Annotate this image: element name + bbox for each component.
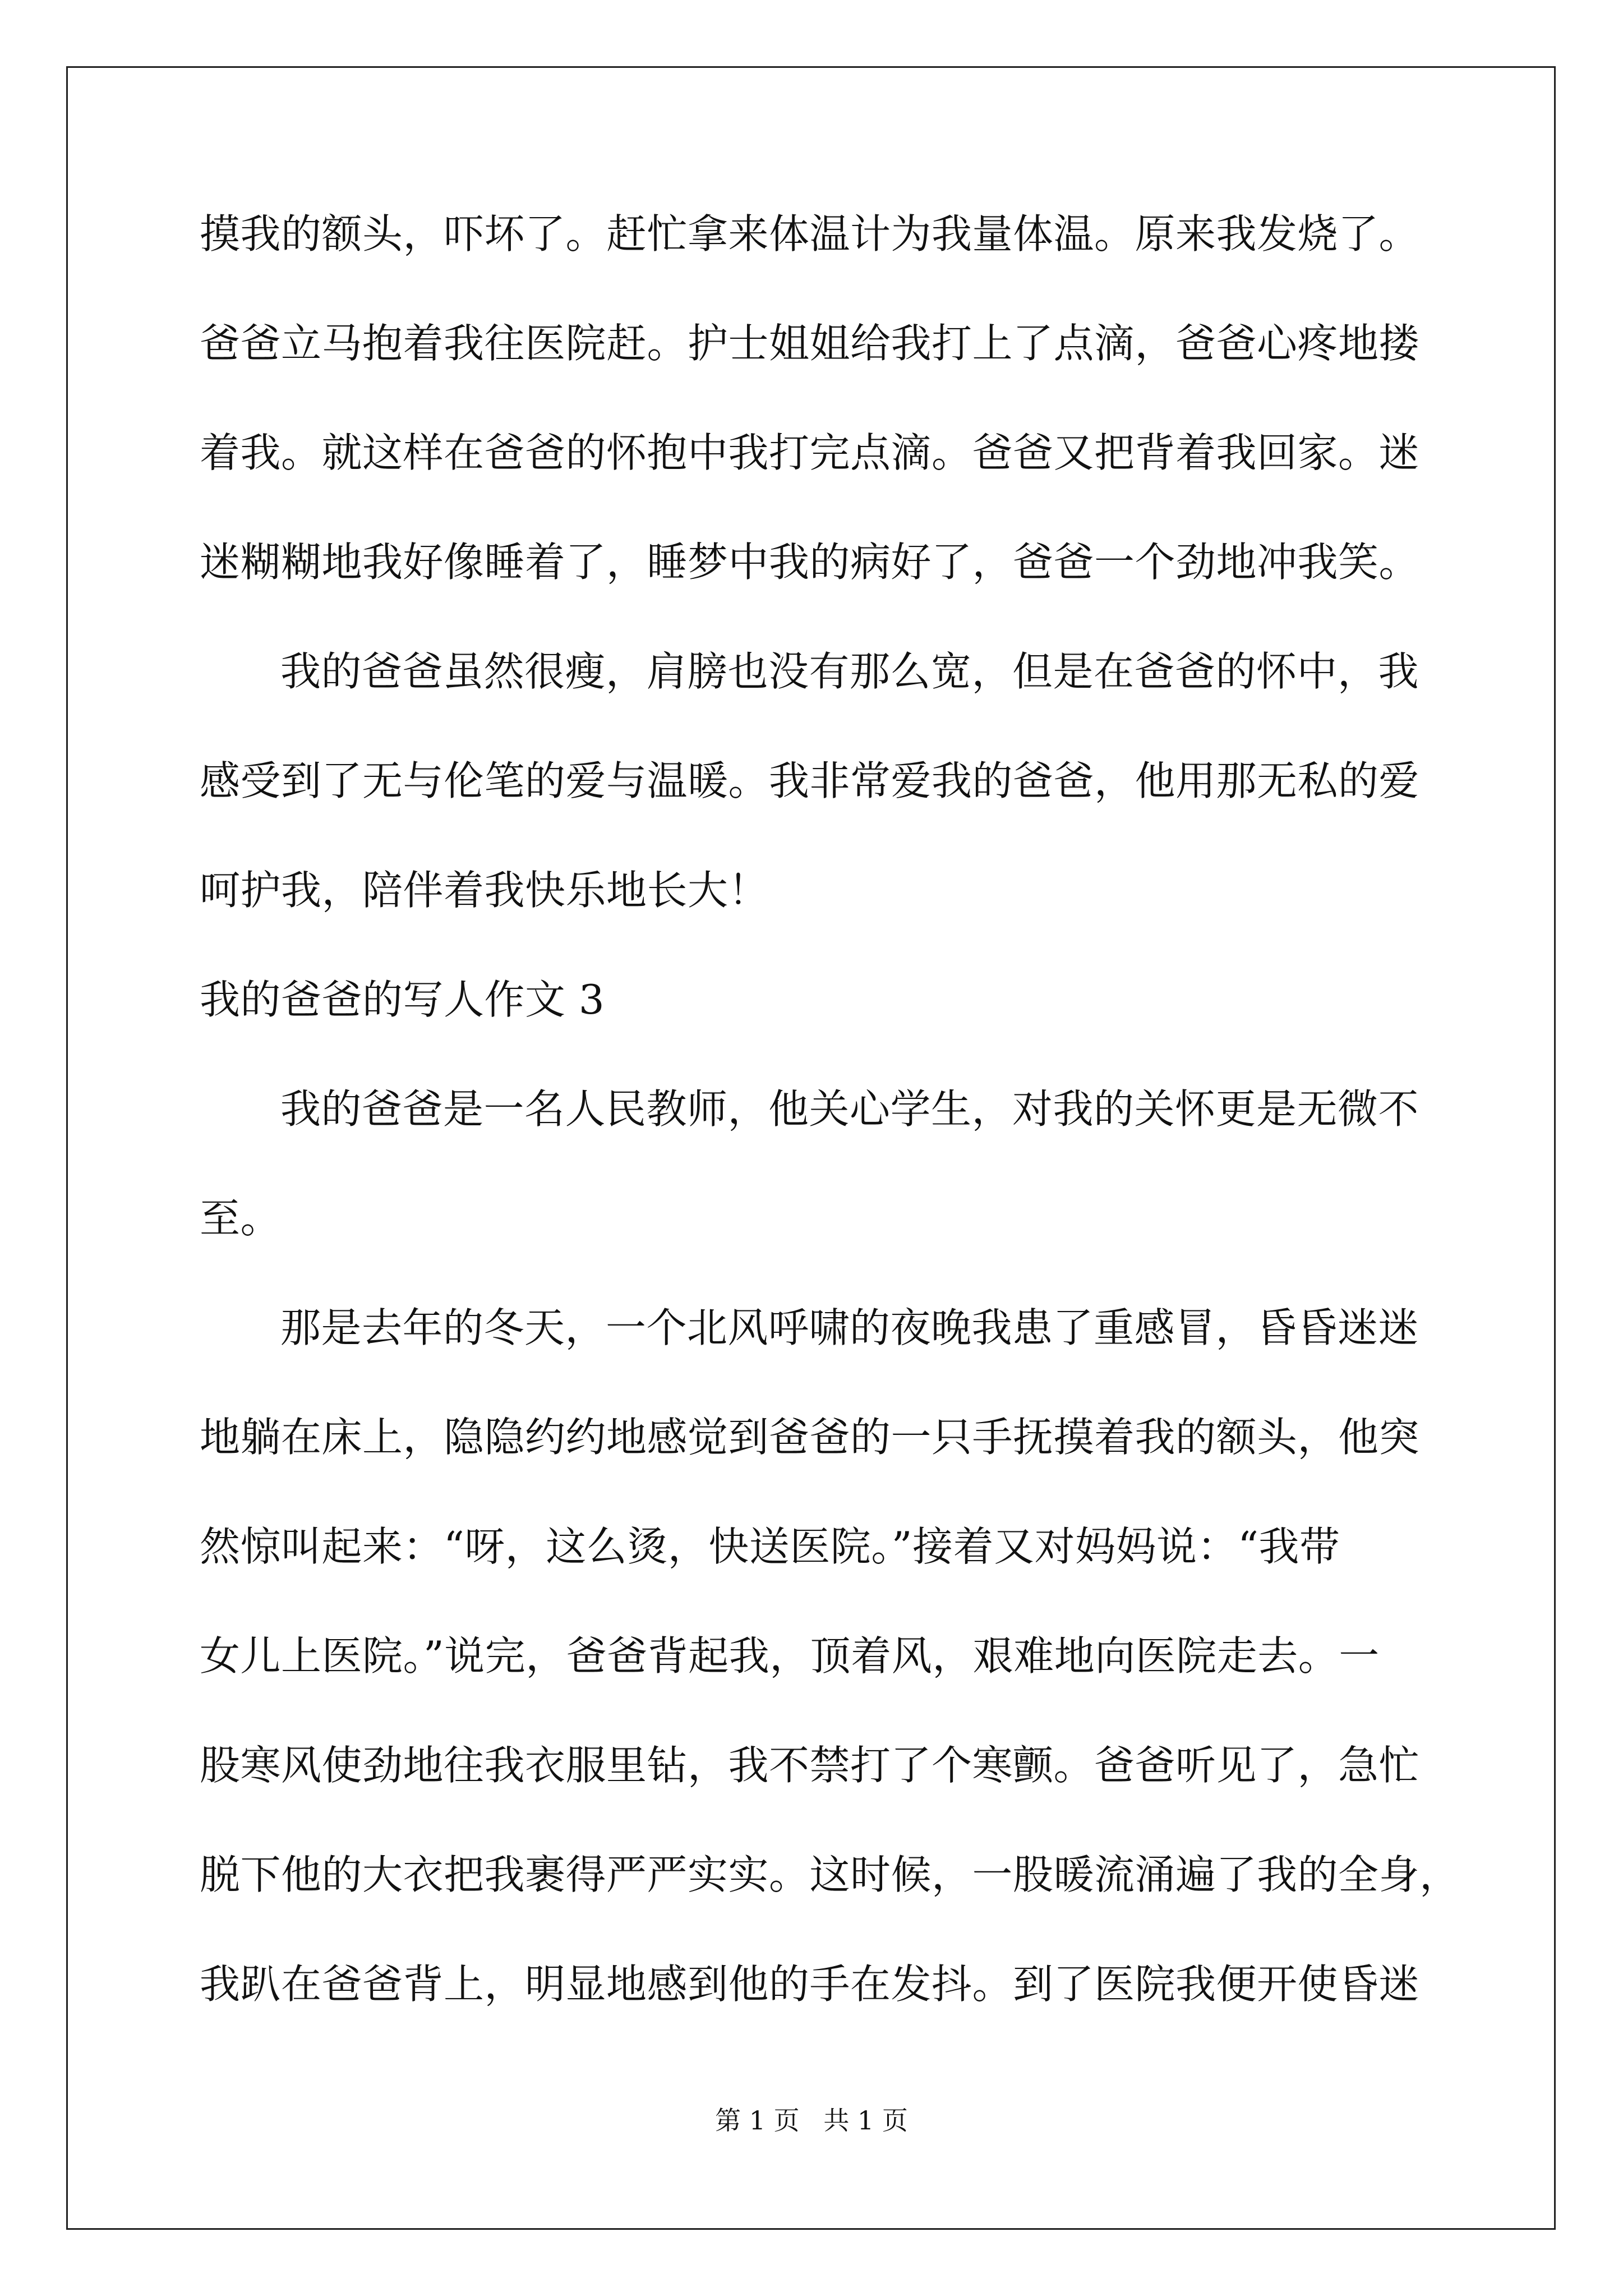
text-line-12: 地躺在床上，隐隐约约地感觉到爸爸的一只手抚摸着我的额头，他突 — [200, 1414, 1420, 1461]
text-line-5: 我的爸爸虽然很瘦，肩膀也没有那么宽，但是在爸爸的怀中，我 — [280, 648, 1419, 695]
text-line-9: 我的爸爸是一名人民教师，他关心学生，对我的关怀更是无微不 — [280, 1085, 1419, 1133]
text-line-11: 那是去年的冬天，一个北风呼啸的夜晚我患了重感冒，昏昏迷迷 — [280, 1304, 1419, 1351]
text-line-2: 爸爸立马抱着我往医院赶。护士姐姐给我打上了点滴，爸爸心疼地搂 — [200, 320, 1420, 367]
page-footer — [0, 2104, 1623, 2137]
text-line-17: 我趴在爸爸背上，明显地感到他的手在发抖。到了医院我便开使昏迷 — [200, 1961, 1420, 2008]
text-line-3: 着我。就这样在爸爸的怀抱中我打完点滴。爸爸又把背着我回家。迷 — [200, 429, 1420, 476]
text-line-7: 呵护我，陪伴着我快乐地长大！ — [200, 867, 769, 914]
page-number: 第 1 页 — [715, 2105, 800, 2136]
text-line-13: 然惊叫起来：“呀，这么烫，快送医院。”接着又对妈妈说：“我带 — [200, 1523, 1340, 1570]
text-line-16: 脱下他的大衣把我裹得严严实实。这时候，一股暖流涌遍了我的全身， — [200, 1851, 1460, 1898]
text-line-10: 至。 — [200, 1195, 282, 1242]
text-line-1: 摸我的额头，吓坏了。赶忙拿来体温计为我量体温。原来我发烧了。 — [200, 210, 1420, 257]
section-heading: 我的爸爸的写人作文 3 — [200, 976, 605, 1023]
page-border — [66, 66, 1556, 2230]
text-line-6: 感受到了无与伦笔的爱与温暖。我非常爱我的爸爸，他用那无私的爱 — [200, 757, 1420, 804]
text-line-4: 迷糊糊地我好像睡着了，睡梦中我的病好了，爸爸一个劲地冲我笑。 — [200, 539, 1420, 586]
text-line-14: 女儿上医院。”说完，爸爸背起我，顶着风，艰难地向医院走去。一 — [200, 1632, 1380, 1680]
page-total: 共 1 页 — [823, 2105, 908, 2136]
text-line-15: 股寒风使劲地往我衣服里钻，我不禁打了个寒颤。爸爸听见了，急忙 — [200, 1742, 1420, 1789]
